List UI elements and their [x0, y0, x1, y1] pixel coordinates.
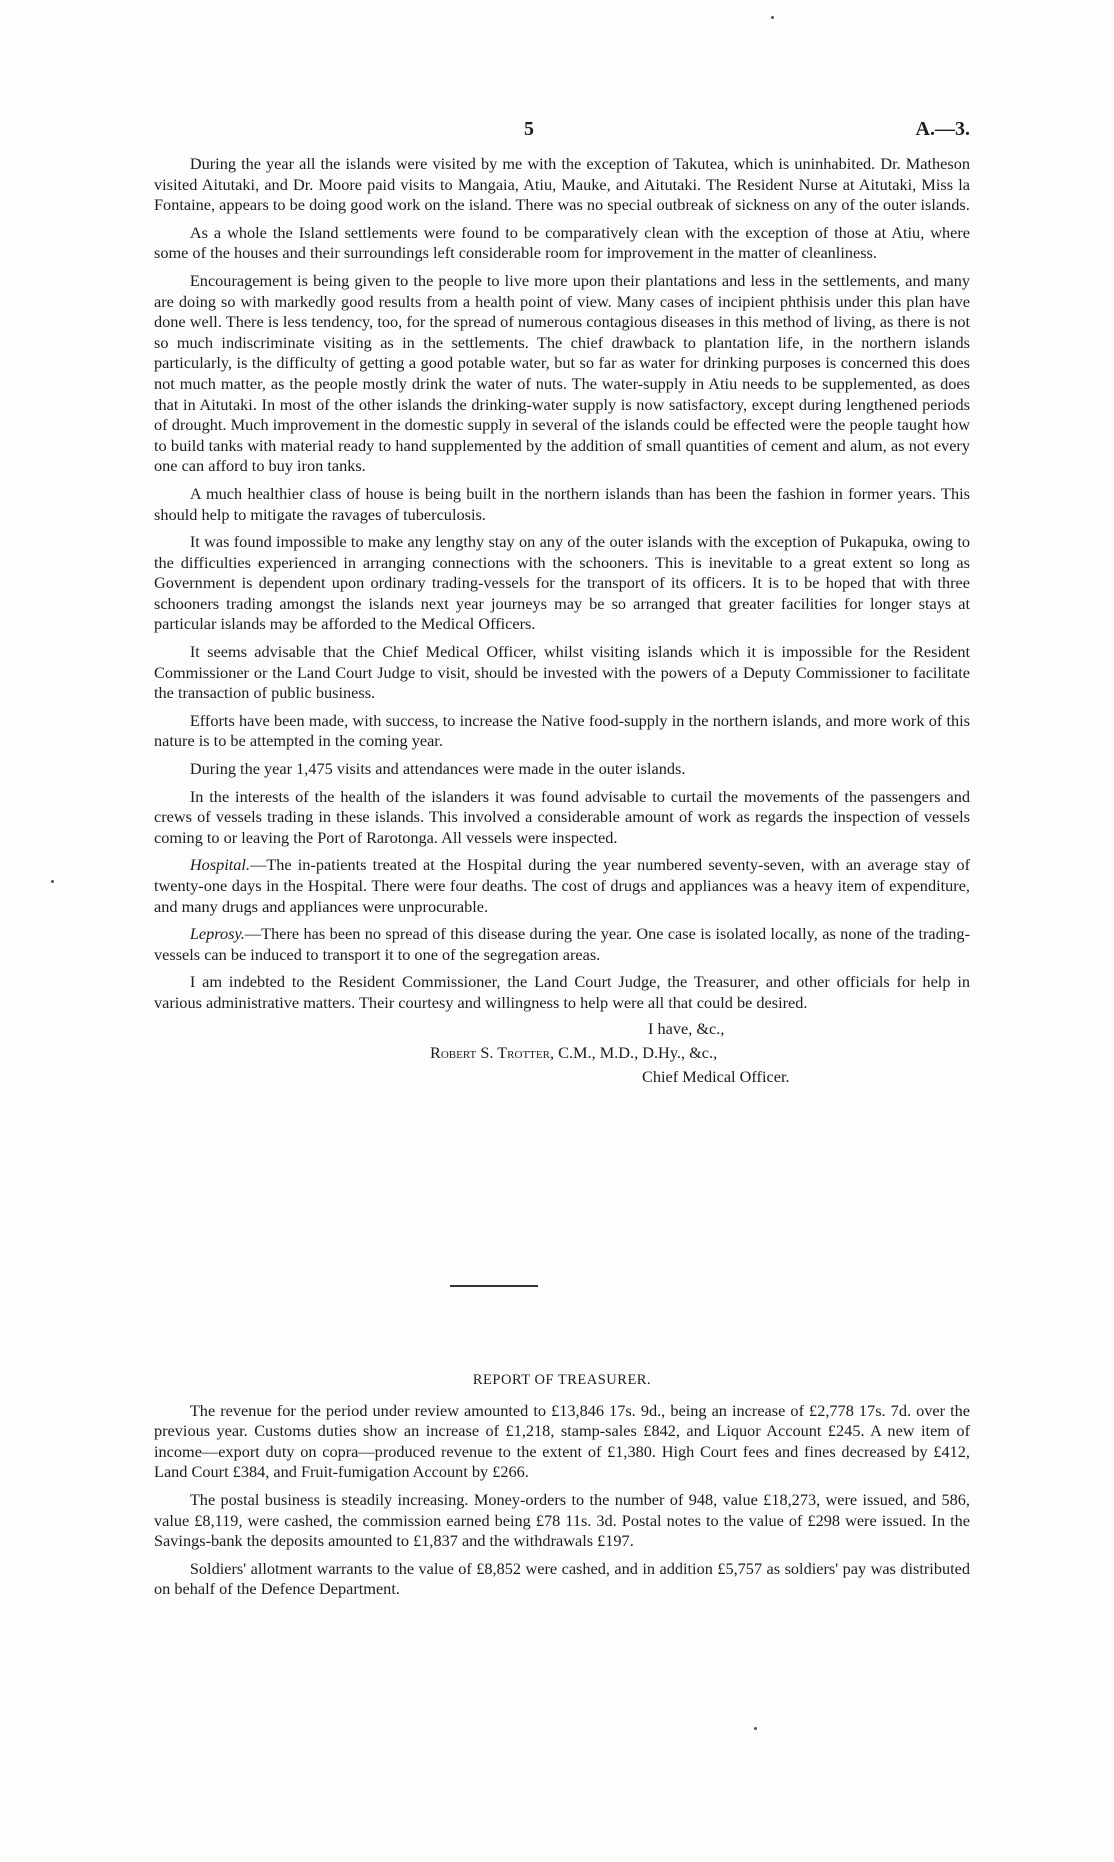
scan-speck — [771, 16, 774, 19]
signatory — [430, 1043, 717, 1063]
paragraph: Efforts have been made, with success, to increase the Native food-supply in the northern islands, and more work of this nature is to be attempted in the coming year. — [154, 710, 970, 751]
paragraph: As a whole the Island settlements were found to be comparatively clean with the exception of those at Atiu, where some of the houses and their surroundings left considerable room for improvement in the matter of cleanliness. — [154, 222, 970, 263]
paragraph: It was found impossible to make any lengthy stay on any of the outer islands with the exception of Pukapuka, owing to the difficulties experienced in arranging connections with the schooners. This is inevitable to a great extent so long as Government is dependent upon ordinary trading-vessels for the transport of its officers. It is to be hoped that with three schooners trading amongst the islands next year journeys may be so arranged that greater facilities for longer stays at particular islands may be afforded to the Medical Officers. — [154, 532, 970, 634]
page-number: 5 — [524, 118, 534, 140]
hospital-paragraph — [154, 855, 970, 917]
closing-paragraph: I am indebted to the Resident Commissioner, the Land Court Judge, the Treasurer, and other officials for help in various administrative matters. Their courtesy and willingness to help were all that could be desired. — [154, 972, 970, 1012]
signatory-title: Chief Medical Officer. — [642, 1066, 790, 1086]
section-title: REPORT OF TREASURER. — [472, 1372, 652, 1388]
paragraph: A much healthier class of house is being built in the northern islands than has been the fashion in former years. This should help to mitigate the ravages of tuberculosis. — [154, 483, 970, 524]
paragraph: During the year 1,475 visits and attendances were made in the outer islands. — [189, 759, 686, 779]
signatory-name: Robert S. Trotter — [430, 1042, 550, 1062]
leprosy-paragraph — [154, 924, 970, 965]
treasurer-report — [154, 1370, 970, 1607]
medical-report — [154, 118, 970, 1101]
paragraph: During the year all the islands were visited by me with the exception of Takutea, which is uninhabited. Dr. Matheson visited Aitutaki, and Dr. Moore paid visits to Mangaia, Atiu, Mauke, and Aitutaki. The Resident Nurse at Aitutaki, Miss la Fontaine, appears to be doing good work on the island. There was no special outbreak of sickness on any of the outer islands. — [154, 154, 970, 215]
scan-speck — [754, 1727, 757, 1730]
page-header — [154, 118, 970, 148]
leprosy-text: —There has been no spread of this disease during the year. One case is isolated locally, as none of the trading-vessels can be induced to transport it to one of the segregation areas. — [154, 924, 970, 964]
series-number: A.—3. — [915, 118, 970, 140]
paragraph: Soldiers' allotment warrants to the value of £8,852 were cashed, and in addition £5,757 as soldiers' pay was distributed on behalf of the Defence Department. — [154, 1558, 970, 1599]
paragraph: It seems advisable that the Chief Medical Officer, whilst visiting islands which it is impossible for the Resident Commissioner or the Land Court Judge to visit, should be invested with the powers of a Deputy Commissioner to facilitate the transaction of public business. — [154, 642, 970, 703]
scan-speck — [51, 880, 54, 883]
paragraph: The postal business is steadily increasing. Money-orders to the number of 948, value £18,273, were issued, and 586, value £8,119, were cashed, the commission earned being £78 11s. 3d. Postal notes to the value of £298 were issued. In the Savings-bank the deposits amounted to £1,837 and the withdrawals £197. — [154, 1489, 970, 1551]
section-divider — [450, 1285, 538, 1287]
signature-block — [154, 1019, 970, 1101]
paragraph: In the interests of the health of the islanders it was found advisable to curtail the movements of the passengers and crews of vessels trading in these islands. This involved a considerable amount of work as regards the inspection of vessels coming to or leaving the Port of Rarotonga. All vessels were inspected. — [154, 786, 970, 847]
leprosy-label: Leprosy. — [189, 924, 245, 944]
paragraph: The revenue for the period under review amounted to £13,846 17s. 9d., being an increase of £2,778 17s. 7d. over the previous year. Customs duties show an increase of £1,218, stamp-sales £842, and Liquor Account £245. A new item of income—export duty on copra—produced revenue to the extent of £1,380. High Court fees and fines decreased by £412, Land Court £384, and Fruit-fumigation Account by £266. — [154, 1400, 970, 1482]
hospital-label: Hospital. — [189, 855, 251, 875]
salutation: I have, &c., — [648, 1018, 725, 1038]
signatory-credentials: , C.M., M.D., D.Hy., &c., — [549, 1042, 718, 1062]
paragraph: Encouragement is being given to the people to live more upon their plantations and less in the settlements, and many are doing so with markedly good results from a health point of view. Many cases of incipient phthisis under this plan have done well. There is less tendency, too, for the spread of numerous contagious diseases in this method of living, as there is not so much indiscriminate visiting as in the settlements. The chief drawback to plantation life, in the northern islands particularly, is the difficulty of getting a good potable water, but so far as water for drinking purposes is concerned this does not much matter, as the people mostly drink the water of nuts. The water-supply in Atiu needs to be supplemented, as does that in Aitutaki. In most of the other islands the drinking-water supply is now satisfactory, except during lengthened periods of drought. Much improvement in the domestic supply in several of the islands could be effected were the people taught how to build tanks with material ready to hand supplemented by the addition of small quantities of cement and alum, as not every one can afford to buy iron tanks. — [154, 270, 970, 476]
hospital-text: —The in-patients treated at the Hospital during the year numbered seventy-seven, with an average stay of twenty-one days in the Hospital. There were four deaths. The cost of drugs and appliances was a heavy item of expenditure, and many drugs and appliances were unprocurable. — [154, 855, 970, 916]
